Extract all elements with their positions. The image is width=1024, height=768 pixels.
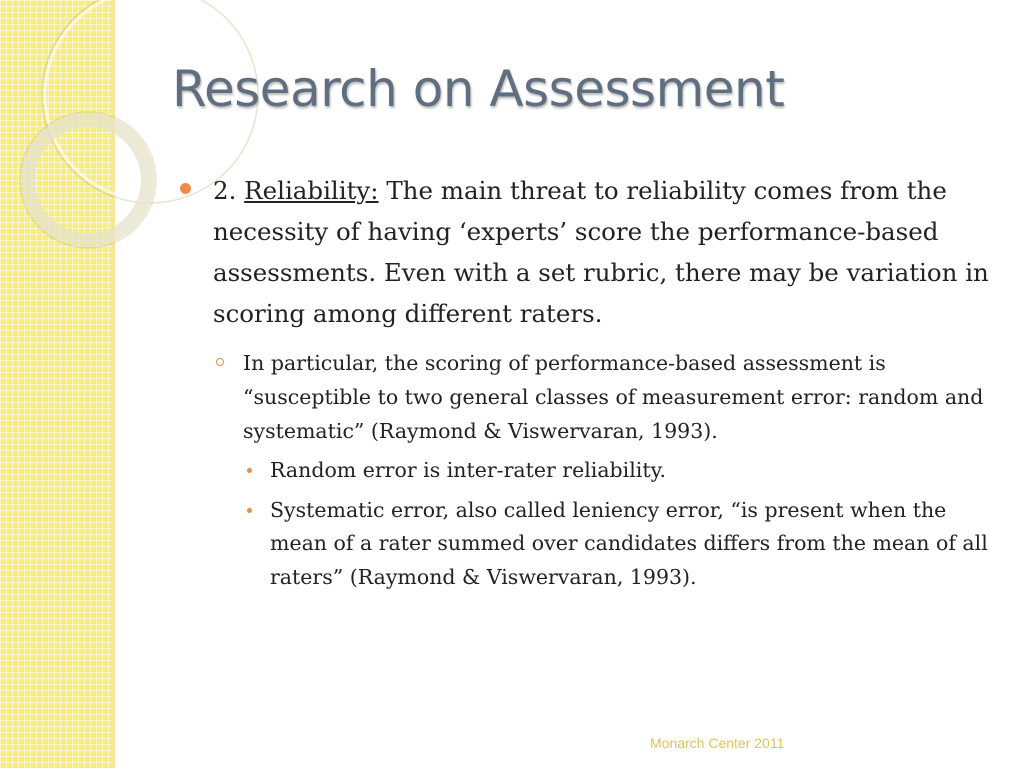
sub-bullet-item [213,346,995,448]
detail-text: Random error is inter-rater reliability. [270,458,666,482]
detail-bullet-item [243,494,995,595]
main-bullet-item [180,170,995,334]
detail-text: Systematic error, also called leniency error, “is present when the mean of a rater summed over candidates differs from the mean of all raters” (Raymond & Viswervaran, 1993). [270,497,988,589]
open-circle-bullet-icon [216,358,224,366]
small-dot-bullet-icon [247,468,252,473]
reliability-term: Reliability: [244,176,379,205]
slide-title: Research on Assessment [172,60,785,118]
slide-body [180,170,995,594]
point-number: 2. [213,176,245,205]
sub-point-text: In particular, the scoring of performance-based assessment is “susceptible to two general classes of measurement error: random and systematic” (Raymond & Viswervaran, 1993). [243,351,984,443]
main-point-text: The main threat to reliability comes from the necessity of having ‘experts’ score the performance-based assessments. Even with a set rubric, there may be variation in scoring among different raters. [213,176,989,328]
filled-circle-bullet-icon [180,183,191,194]
footer-text: Monarch Center 2011 [650,735,785,751]
detail-bullet-item [243,454,995,488]
small-dot-bullet-icon [247,508,252,513]
